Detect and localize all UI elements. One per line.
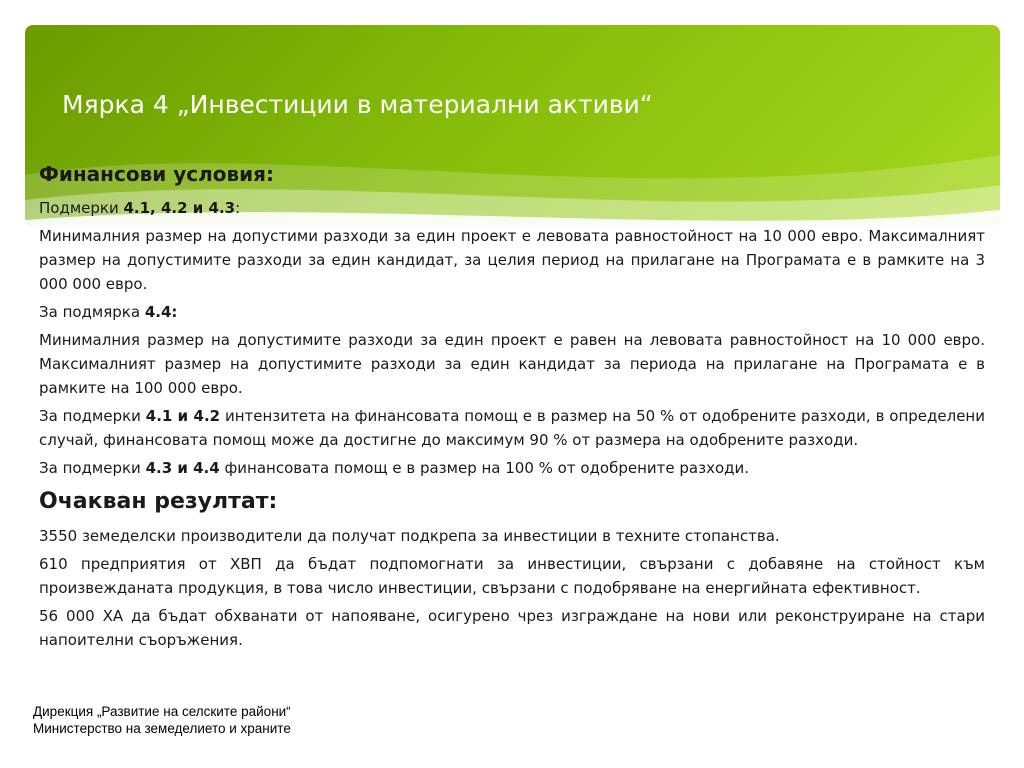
section-heading-expected-result: Очакван резултат: [39,489,278,514]
bold-text: 4.4: [144,303,178,321]
bold-text: 4.3 и 4.4 [145,459,220,477]
slide-content [39,160,985,656]
section-heading-financial: Финансови условия: [39,162,274,186]
bold-text: 4.1 и 4.2 [145,407,221,425]
text: За подмерки [39,407,146,425]
text: Подмерки [39,199,124,217]
text: интензитета на финансовата помощ е в размер на 50 % от одобрените разходи, в определени случай, финансовата помощ може да достигне до максимум 90 % от размера на одобрените разходи. [39,407,985,449]
paragraph-submeasures-41-43 [39,196,985,220]
paragraph-intensity-43-44 [39,456,985,480]
paragraph-intensity-41-42 [39,404,985,452]
paragraph-result-enterprises: 610 предприятия от ХВП да бъдат подпомогнати за инвестиции, свързани с добавяне на стойност към произвежданата продукция, в това число инвестиции, свързани с подобряване на енергийната ефективност. [39,555,985,597]
footer-ministry: Министерство на земеделието и храните [33,720,291,736]
paragraph-submeasure-44 [39,300,985,324]
text: финансовата помощ е в размер на 100 % от одобрените разходи. [219,459,750,477]
text: : [235,199,241,217]
bold-text: 4.1, 4.2 и 4.3 [123,199,236,217]
footer-directorate: Дирекция „Развитие на селските райони“ [33,704,291,719]
footer [33,704,291,737]
slide-title: Мярка 4 „Инвестиции в материални активи“ [62,90,653,119]
paragraph-limits-41-43: Минималния размер на допустими разходи за един проект е левовата равностойност на 10 000 евро. Максималният размер на допустимите разходи за един кандидат, за целия период на прилагане на Програмата е в рамките на 3 000 000 евро. [39,227,985,293]
paragraph-limits-44: Минималния размер на допустимите разходи за един проект е равен на левовата равностойност на 10 000 евро. Максималният размер на допустимите разходи за един кандидат за периода на прилагане на Програмата е в рамките на 100 000 евро. [39,331,985,397]
text: За подмярка [39,303,145,321]
paragraph-result-farmers: 3550 земеделски производители да получат подкрепа за инвестиции в техните стопанства. [39,527,780,545]
text: За подмерки [39,459,146,477]
paragraph-result-irrigation: 56 000 ХА да бъдат обхванати от напояване, осигурено чрез изграждане на нови или реконструиране на стари напоителни съоръжения. [39,607,985,649]
